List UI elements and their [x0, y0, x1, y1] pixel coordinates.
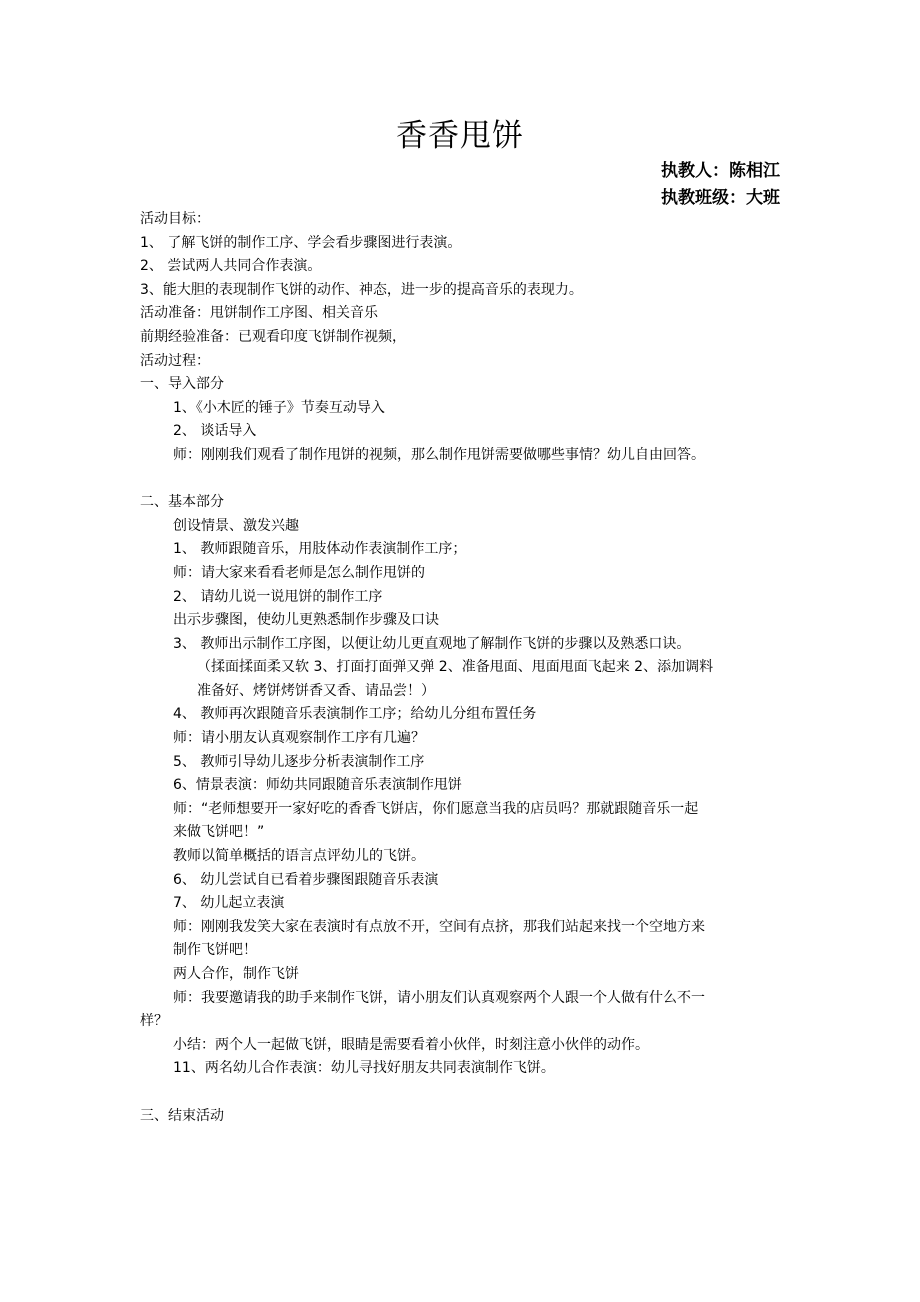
teacher-dialogue: 师：我要邀请我的助手来制作飞饼，请小朋友们认真观察两个人跟一个人做有什么不一: [173, 989, 705, 1006]
part-heading: 三、结束活动: [140, 1107, 224, 1124]
teacher-dialogue: 师：“老师想要开一家好吃的香香飞饼店，你们愿意当我的店员吗？那就跟随音乐一起: [173, 800, 699, 817]
teacher-dialogue: 师：请小朋友认真观察制作工序有几遍？: [173, 730, 425, 747]
process-step: 2、 请幼儿说一说甩饼的制作工序: [173, 588, 383, 605]
preparation-line: 活动准备：甩饼制作工序图、相关音乐: [140, 305, 378, 322]
teacher-line: 执教人：陈相江: [661, 161, 780, 181]
teacher-dialogue: 师：刚刚我们观看了制作甩饼的视频，那么制作甩饼需要做哪些事情？幼儿自由回答。: [173, 446, 705, 463]
document-meta: [661, 158, 780, 212]
process-step: 5、 教师引导幼儿逐步分析表演制作工序: [173, 753, 425, 770]
process-step: 6、情景表演：师幼共同跟随音乐表演制作甩饼: [173, 777, 462, 794]
goal-item: 3、能大胆的表现制作飞饼的动作、神态，进一步的提高音乐的表现力。: [140, 281, 583, 298]
chant-line: （揉面揉面柔又软 3、打面打面弹又弹 2、准备甩面、甩面甩面飞起来 2、添加调料: [197, 659, 714, 676]
process-step: 1、《小木匠的锤子》节奏互动导入: [173, 399, 385, 416]
document-body: [140, 208, 785, 1128]
class-line: 执教班级：大班: [661, 188, 780, 208]
section-label-process: 活动过程：: [140, 352, 210, 369]
teacher-dialogue: 来做飞饼吧！”: [173, 824, 265, 841]
teacher-dialogue: 制作飞饼吧！: [173, 942, 257, 959]
subheading: 两人合作，制作飞饼: [173, 966, 299, 982]
process-note: 教师以简单概括的语言点评幼儿的飞饼。: [173, 848, 425, 865]
chant-line: 准备好、烤饼烤饼香又香、请品尝！）: [197, 682, 435, 699]
process-step: 6、 幼儿尝试自已看着步骤图跟随音乐表演: [173, 871, 439, 888]
part-heading: 一、导入部分: [140, 376, 224, 393]
process-note: 出示步骤图，使幼儿更熟悉制作步骤及口诀: [173, 612, 439, 629]
part-heading: 二、基本部分: [140, 494, 224, 511]
summary-line: 小结：两个人一起做飞饼，眼睛是需要看着小伙伴，时刻注意小伙伴的动作。: [173, 1036, 649, 1053]
goal-item: 2、 尝试两人共同合作表演。: [140, 258, 322, 275]
process-step: 11、两名幼儿合作表演：幼儿寻找好朋友共同表演制作飞饼。: [173, 1060, 555, 1077]
blank-line: [140, 1081, 785, 1105]
process-step: 1、 教师跟随音乐，用肢体动作表演制作工序；: [173, 541, 467, 558]
blank-line: [140, 468, 785, 492]
prior-experience-line: 前期经验准备：已观看印度飞饼制作视频，: [140, 328, 406, 345]
goal-item: 1、 了解飞饼的制作工序、学会看步骤图进行表演。: [140, 234, 462, 251]
subheading: 创设情景、激发兴趣: [173, 517, 299, 534]
teacher-dialogue: 师：请大家来看看老师是怎么制作甩饼的: [173, 564, 425, 581]
process-step: 7、 幼儿起立表演: [173, 895, 285, 912]
process-step: 3、 教师出示制作工序图，以便让幼儿更直观地了解制作飞饼的步骤以及熟悉口诀。: [173, 635, 691, 652]
teacher-dialogue: 师：刚刚我发笑大家在表演时有点放不开，空间有点挤，那我们站起来找一个空地方来: [173, 918, 705, 935]
document-title: 香香甩饼: [396, 118, 524, 154]
teacher-dialogue: 样？: [140, 1013, 168, 1030]
section-label-goals: 活动目标：: [140, 211, 210, 227]
process-step: 4、 教师再次跟随音乐表演制作工序；给幼儿分组布置任务: [173, 706, 537, 723]
process-step: 2、 谈话导入: [173, 423, 257, 440]
